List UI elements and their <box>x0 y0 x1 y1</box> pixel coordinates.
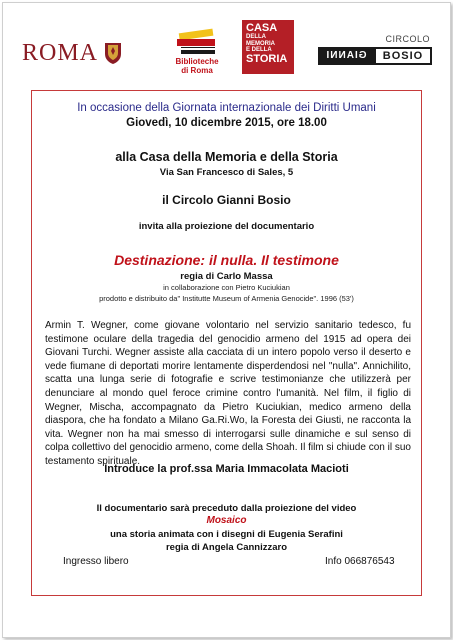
casa-line-4: E DELLA <box>246 47 272 53</box>
occasion-line: In occasione della Giornata internazionale dei Diritti Umani <box>77 102 376 114</box>
logo-header <box>0 0 453 88</box>
film-collaboration: in collaborazione con Pietro Kuciukian <box>163 283 290 292</box>
biblioteche-logo <box>166 27 228 75</box>
video-title: Mosaico <box>206 515 247 526</box>
venue-address: Via San Francesco di Sales, 5 <box>159 167 294 178</box>
casa-line-3: MEMORIA <box>246 40 275 47</box>
organizer-name: il Circolo Gianni Bosio <box>162 193 291 207</box>
casa-line-1: CASA <box>246 22 278 34</box>
biblioteche-line-2: di Roma <box>181 66 213 75</box>
casa-line-5: STORIA <box>246 52 288 65</box>
casa-line-2: DELLA <box>246 34 266 40</box>
speaker-line: Introduce la prof.ssa Maria Immacolata Macioti <box>104 463 349 475</box>
invite-line: invita alla proiezione del documentario <box>138 221 315 232</box>
circolo-bosio-logo <box>318 34 436 74</box>
books-icon <box>173 27 221 57</box>
casa-memoria-logo <box>242 20 294 74</box>
video-animation: una storia animata con i disegni di Eugenia Serafini <box>110 529 343 540</box>
bosio-label: BOSIO <box>374 47 432 65</box>
roma-logo <box>22 40 122 66</box>
roma-wordmark: ROMA <box>22 40 99 66</box>
film-production: prodotto e distribuito da" Institutte Museum of Armenia Genocide". 1996 (53') <box>99 294 354 303</box>
biblioteche-line-1: Biblioteche <box>175 57 219 66</box>
preceding-intro: Il documentario sarà preceduto dalla proiezione del video <box>96 503 357 514</box>
roma-shield-icon <box>104 41 122 65</box>
film-title: Destinazione: il nulla. Il testimone <box>114 252 339 268</box>
film-description: Armin T. Wegner, come giovane volontario nel servizio sanitario tedesco, fu testimone oculare della tragedia del genocidio armeno del 1915 ad opera dei Giovani Turchi. Wegner assiste alla cacciata di un intero popolo verso il deserto e vede fiumane di deportati morire lentamente disperdendosi nel "nulla". Annichilito, scatta una lunga serie di fotografie e scrive testimonianze che utilizzerà per denunciare al mondo quel feroce crimine contro l'umanità. Nel film, il figlio di Wegner, Mischa, accompagnato da Pietro Kuciukian, medico armeno della diaspora, che ha fondato a Milano Ga.Ri.Wo, la Foresta dei Giusti, ne racconta la vita. Wegner non ha mai smesso di interrogarsi sulle dinamiche e sul senso di colpa collettivo del genocidio armeno, come della Shoah. Il film si chiude con il suo testamento spirituale. <box>45 320 411 467</box>
entry-note: Ingresso libero <box>63 556 129 567</box>
gianni-label: GIANNI <box>318 47 374 65</box>
venue-name: alla Casa della Memoria e della Storia <box>115 150 338 164</box>
film-director: regia di Carlo Massa <box>180 271 273 282</box>
video-director: regia di Angela Cannizzaro <box>165 542 288 553</box>
event-date: Giovedì, 10 dicembre 2015, ore 18.00 <box>126 117 327 129</box>
info-phone: Info 066876543 <box>325 556 395 567</box>
circolo-label: CIRCOLO <box>385 34 430 44</box>
